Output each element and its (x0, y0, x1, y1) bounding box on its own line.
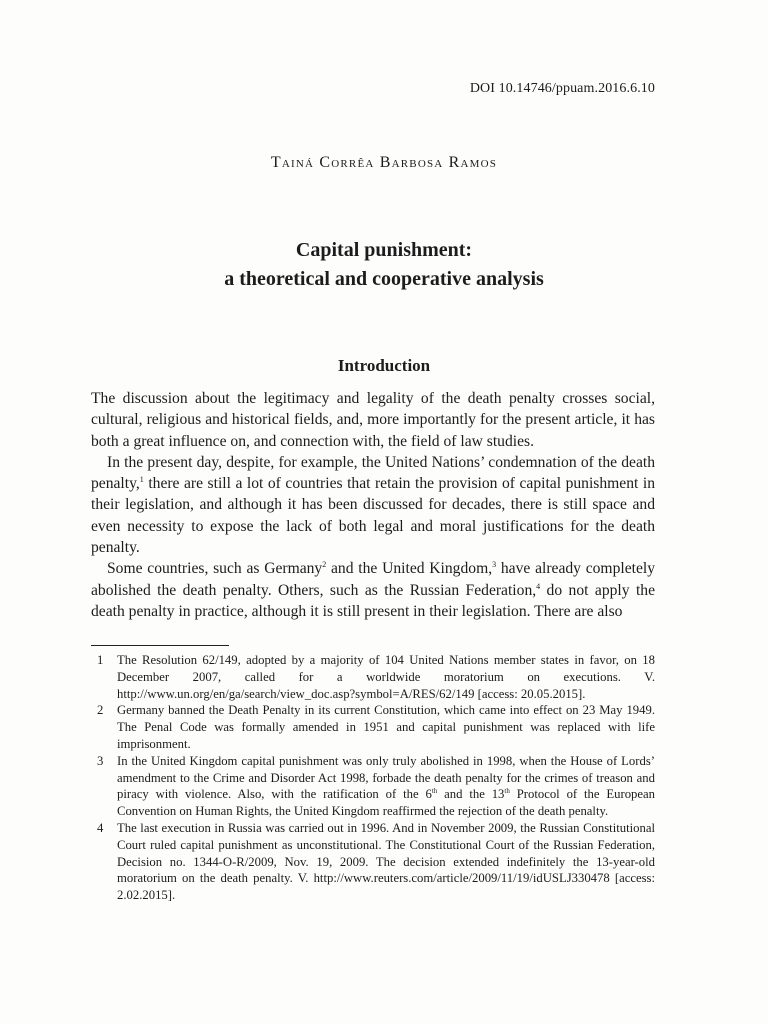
footnote-text-part-a: In the United Kingdom capital punishment was only truly abolished in 1998, when the House of Lords’ amendment to the Crime and Disorder Act 1998, forbade the death penalty for the crimes of treason and piracy with violence. Also, with the ratification of the 6 (117, 753, 655, 802)
paragraph-2 (91, 452, 655, 558)
footnotes (91, 652, 655, 904)
footnote-text-part-c: Protocol of the European Convention on Human Rights, the United Kingdom reaffirmed the rejection of the death penalty. (117, 787, 655, 819)
ordinal-suffix: th (431, 787, 438, 796)
article-title (0, 236, 768, 294)
paragraph-3-part-d: do not apply the death penalty in practice, although it is still present in their legislation. There are also (91, 581, 656, 620)
paragraph-3-part-a: Some countries, such as Germany (107, 560, 323, 578)
title-line-2: a theoretical and cooperative analysis (224, 268, 544, 290)
footnote-text: The last execution in Russia was carried out in 1996. And in November 2009, the Russian Constitutional Court ruled capital punishment as unconstitutional. The Constitutional Court of the Russian Federation, Decision no. 1344-O-R/2009, Nov. 19, 2009. The decision extended indefinitely the 13-year-old moratorium on the death penalty. V. http://www.reuters.com/article/2009/11/19/idUSLJ330478 [access: 2.02.2015]. (117, 820, 655, 903)
footnote-text (113, 753, 655, 820)
section-heading: Introduction (337, 356, 431, 375)
footnote-ref-4: 4 (536, 581, 541, 591)
footnote-number: 4 (97, 820, 104, 835)
footnote-4 (91, 820, 655, 904)
paragraph-3 (91, 558, 655, 622)
footnote-text: Germany banned the Death Penalty in its current Constitution, which came into effect on 23 May 1949. The Penal Code was formally amended in 1951 and capital punishment was replaced with life imprisonment. (117, 703, 655, 751)
paragraph-2-part-b: there are still a lot of countries that retain the provision of capital punishment in their legislation, and although it has been discussed for decades, there is still space and even necessity to expose the lack of both legal and moral justifications for the death penalty. (91, 475, 655, 557)
footnote-1 (91, 652, 655, 702)
doi-label: DOI 10.14746/ppuam.2016.6.10 (469, 81, 655, 96)
footnote-number: 3 (97, 753, 104, 768)
body-text (91, 388, 655, 622)
footnote-number: 1 (97, 653, 104, 667)
footnote-ref-3: 3 (492, 560, 497, 570)
paragraph-2-part-a: In the present day, despite, for example, the United Nations’ condemnation of the death penalty, (91, 453, 655, 493)
footnote-ref-2: 2 (322, 560, 327, 570)
paragraph-3-part-b: and the United Kingdom, (326, 560, 493, 578)
footnote-text-part-b: and the 13 (437, 787, 505, 802)
title-line-1: Capital punishment: (295, 239, 473, 261)
footnote-number: 2 (97, 703, 104, 718)
footnote-text: The Resolution 62/149, adopted by a majority of 104 United Nations member states in favor, on 18 December 2007, called for a worldwide moratorium on executions. V. http://www.un.org/en/ga/search/view_doc.asp?symbol=A/RES/62/149 [access: 20.05.2015]. (117, 653, 655, 701)
paragraph-1: The discussion about the legitimacy and legality of the death penalty crosses social, cultural, religious and historical fields, and, more importantly for the present article, it has both a great influence on, and connection with, the field of law studies. (91, 390, 655, 450)
author-name: Tainá Corrêa Barbosa Ramos (270, 154, 498, 171)
footnote-3 (91, 753, 655, 820)
footnote-2 (91, 702, 655, 752)
ordinal-suffix: th (504, 787, 510, 796)
footnote-ref-1: 1 (139, 475, 144, 485)
paragraph-3-part-c: have already completely abolished the death penalty. Others, such as the Russian Federation, (91, 560, 655, 599)
footnote-separator (91, 645, 229, 646)
